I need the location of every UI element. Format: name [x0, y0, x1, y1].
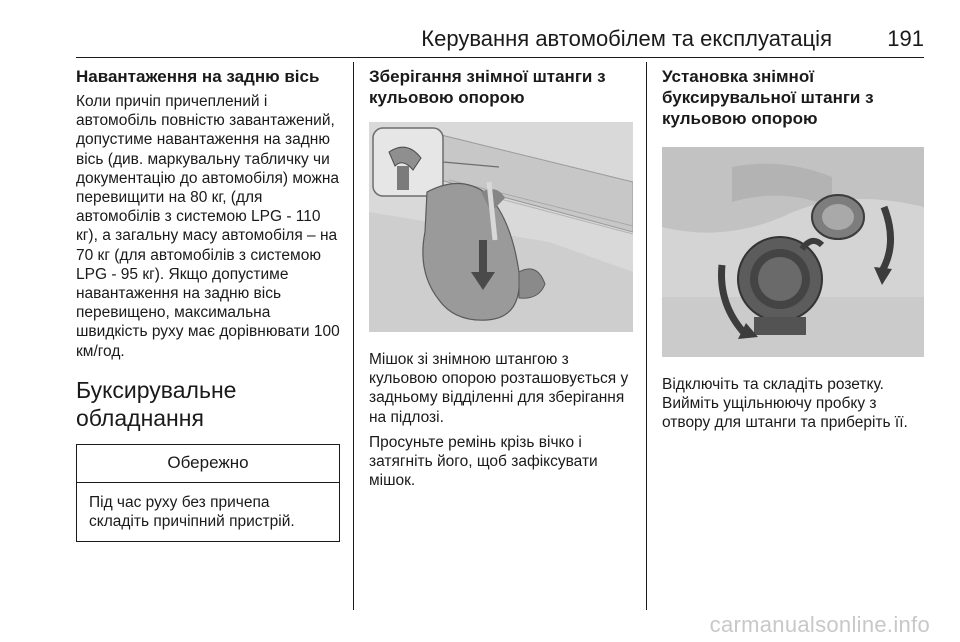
towing-equipment-heading: Буксирувальне обладнання — [76, 376, 237, 431]
rear-axle-load-heading: Навантаження на задню вісь — [76, 67, 320, 86]
warning-box — [76, 444, 340, 542]
storage-heading: Зберігання знімної штанги з кульовою опорою — [369, 67, 606, 107]
column-3 — [662, 62, 924, 433]
installation-caption: Відключіть та складіть розетку. Вийміть ущільнюючу пробку з отвору для штанги та приберіть її. — [662, 376, 908, 432]
watermark: carmanualsonline.info — [709, 612, 930, 637]
warning-title: Обережно — [77, 445, 339, 483]
storage-caption: Мішок зі знімною штангою з кульовою опорою розташовується у задньому відділенні для зберігання на підлозі. — [369, 351, 629, 426]
storage-bag-illustration-icon — [369, 122, 633, 332]
warning-text: Під час руху без причепа складіть причіпний пристрій. — [89, 493, 295, 531]
column-1 — [76, 62, 340, 542]
installation-heading: Установка знімної буксирувальної штанги з кульовою опорою — [662, 67, 874, 128]
page-number: 191 — [887, 26, 924, 51]
column-divider-2 — [646, 62, 647, 610]
rear-axle-load-text: Коли причіп причеплений і автомобіль повністю завантажений, допустиме навантаження на задню вісь (див. маркувальну табличку чи документацію до автомобіля) можна перевищити на 80 кг, (для автомобілів з системою LPG - 110 кг), а загальну масу автомобіля – на 70 кг (для автомобілів з системою LPG - 95 кг). Якщо допустиме навантаження на задню вісь перевищено, максимальна швидкість руху має дорівнювати 100 км/год. — [76, 93, 340, 360]
socket-fold-illustration-icon — [662, 147, 924, 357]
strap-instruction: Просуньте ремінь крізь вічко і затягніть його, щоб зафіксувати мішок. — [369, 433, 598, 490]
header-title: Керування автомобілем та експлуатація — [421, 26, 832, 51]
column-2 — [369, 62, 633, 490]
page-header — [76, 22, 924, 58]
column-divider-1 — [353, 62, 354, 610]
